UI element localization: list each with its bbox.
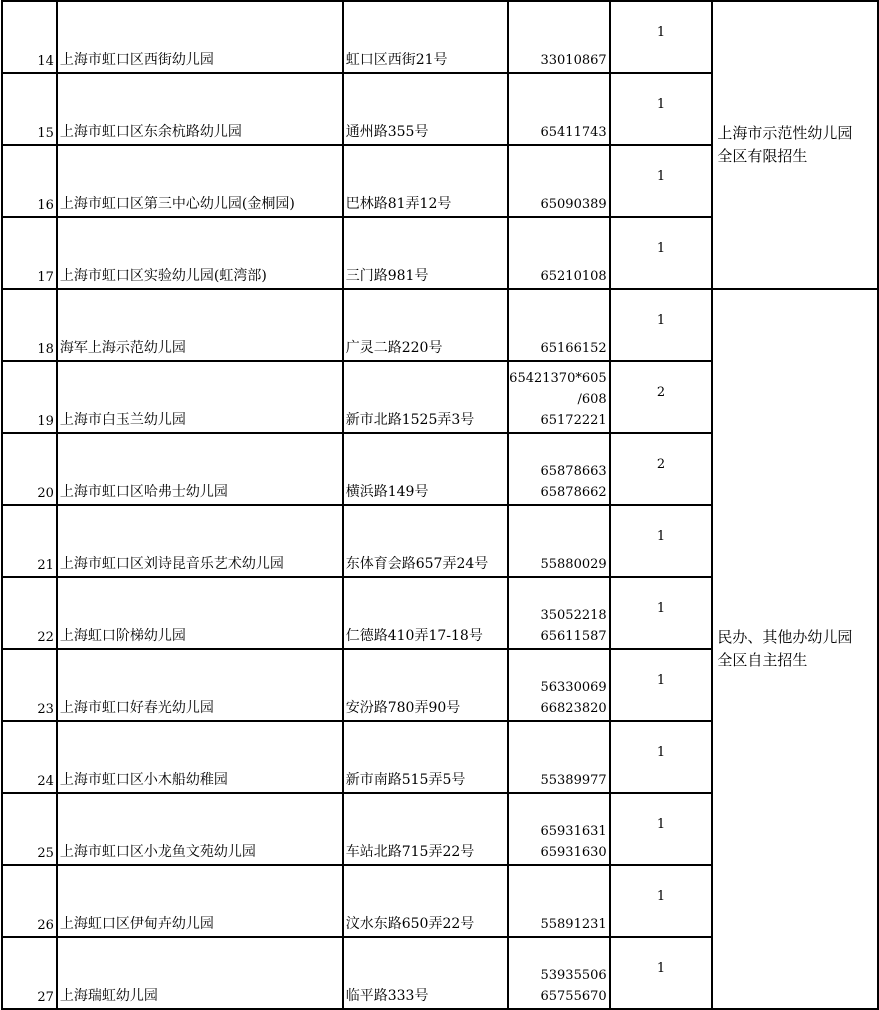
address-cell: 通州路355号 xyxy=(343,73,508,145)
quota-cell: 1 xyxy=(610,289,713,361)
phone-number: 65172221 xyxy=(540,413,607,428)
row-number-cell: 19 xyxy=(2,361,57,433)
phone-cell xyxy=(508,793,610,865)
phone-cell xyxy=(508,289,610,361)
kindergarten-name-cell: 上海虹口阶梯幼儿园 xyxy=(57,577,343,649)
phone-cell xyxy=(508,73,610,145)
row-number-cell: 21 xyxy=(2,505,57,577)
address-cell: 仁德路410弄17-18号 xyxy=(343,577,508,649)
kindergarten-name-cell: 上海市虹口区刘诗昆音乐艺术幼儿园 xyxy=(57,505,343,577)
quota-cell: 2 xyxy=(610,361,713,433)
quota-cell: 1 xyxy=(610,937,713,1009)
phone-number: 55880029 xyxy=(540,557,607,572)
phone-number: 33010867 xyxy=(540,53,607,68)
phone-cell xyxy=(508,721,610,793)
row-number-cell: 23 xyxy=(2,649,57,721)
kindergarten-name-cell: 上海市虹口区小龙鱼文苑幼儿园 xyxy=(57,793,343,865)
phone-number: 65421370*605 xyxy=(509,371,607,386)
phone-cell xyxy=(508,361,610,433)
address-cell: 新市南路515弄5号 xyxy=(343,721,508,793)
quota-cell: 1 xyxy=(610,217,713,289)
quota-cell: 1 xyxy=(610,793,713,865)
row-number-cell: 25 xyxy=(2,793,57,865)
kindergarten-name-cell: 上海瑞虹幼儿园 xyxy=(57,937,343,1009)
phone-cell xyxy=(508,433,610,505)
table-row xyxy=(2,289,878,361)
address-cell: 巴林路81弄12号 xyxy=(343,145,508,217)
phone-number: 56330069 xyxy=(540,680,607,695)
address-cell: 安汾路780弄90号 xyxy=(343,649,508,721)
phone-number: 65931630 xyxy=(540,845,607,860)
kindergarten-name-cell: 上海市白玉兰幼儿园 xyxy=(57,361,343,433)
quota-cell: 1 xyxy=(610,649,713,721)
phone-cell xyxy=(508,505,610,577)
phone-number: 55389977 xyxy=(540,773,607,788)
phone-cell xyxy=(508,937,610,1009)
kindergarten-name-cell: 上海市虹口区西街幼儿园 xyxy=(57,1,343,73)
enrollment-note-line: 上海市示范性幼儿园 xyxy=(717,124,853,142)
quota-cell: 1 xyxy=(610,865,713,937)
address-cell: 新市北路1525弄3号 xyxy=(343,361,508,433)
quota-cell: 1 xyxy=(610,145,713,217)
phone-number: 65090389 xyxy=(540,197,607,212)
row-number-cell: 20 xyxy=(2,433,57,505)
phone-cell xyxy=(508,649,610,721)
address-cell: 虹口区西街21号 xyxy=(343,1,508,73)
quota-cell: 1 xyxy=(610,721,713,793)
row-number-cell: 24 xyxy=(2,721,57,793)
phone-number: 65755670 xyxy=(540,989,607,1004)
enrollment-note-line: 全区自主招生 xyxy=(717,651,808,669)
phone-number: 65878662 xyxy=(540,485,607,500)
enrollment-note-cell xyxy=(712,289,878,1009)
quota-cell: 1 xyxy=(610,1,713,73)
phone-number: 65166152 xyxy=(540,341,607,356)
kindergarten-name-cell: 上海市虹口区小木船幼稚园 xyxy=(57,721,343,793)
kindergarten-name-cell: 上海市虹口区实验幼儿园(虹湾部) xyxy=(57,217,343,289)
address-cell: 横浜路149号 xyxy=(343,433,508,505)
kindergarten-name-cell: 上海市虹口好春光幼儿园 xyxy=(57,649,343,721)
phone-number: /608 xyxy=(577,392,607,407)
phone-number: 53935506 xyxy=(540,968,607,983)
phone-number: 65411743 xyxy=(540,125,607,140)
kindergarten-name-cell: 上海市虹口区东余杭路幼儿园 xyxy=(57,73,343,145)
row-number-cell: 15 xyxy=(2,73,57,145)
row-number-cell: 22 xyxy=(2,577,57,649)
row-number-cell: 26 xyxy=(2,865,57,937)
row-number-cell: 18 xyxy=(2,289,57,361)
address-cell: 汶水东路650弄22号 xyxy=(343,865,508,937)
phone-cell xyxy=(508,865,610,937)
phone-cell xyxy=(508,217,610,289)
kindergarten-name-cell: 上海市虹口区哈弗士幼儿园 xyxy=(57,433,343,505)
quota-cell: 1 xyxy=(610,505,713,577)
phone-number: 65931631 xyxy=(540,824,607,839)
quota-cell: 1 xyxy=(610,73,713,145)
phone-cell xyxy=(508,145,610,217)
phone-number: 35052218 xyxy=(540,608,607,623)
phone-number: 65878663 xyxy=(540,464,607,479)
phone-number: 65611587 xyxy=(540,629,607,644)
enrollment-note-cell xyxy=(712,1,878,289)
enrollment-note-line: 民办、其他办幼儿园 xyxy=(717,628,853,646)
phone-number: 55891231 xyxy=(540,917,607,932)
phone-number: 66823820 xyxy=(540,701,607,716)
row-number-cell: 16 xyxy=(2,145,57,217)
address-cell: 三门路981号 xyxy=(343,217,508,289)
address-cell: 车站北路715弄22号 xyxy=(343,793,508,865)
row-number-cell: 14 xyxy=(2,1,57,73)
kindergarten-name-cell: 上海市虹口区第三中心幼儿园(金桐园) xyxy=(57,145,343,217)
address-cell: 东体育会路657弄24号 xyxy=(343,505,508,577)
phone-cell xyxy=(508,1,610,73)
phone-number: 65210108 xyxy=(540,269,607,284)
row-number-cell: 27 xyxy=(2,937,57,1009)
quota-cell: 2 xyxy=(610,433,713,505)
table-row xyxy=(2,1,878,73)
row-number-cell: 17 xyxy=(2,217,57,289)
phone-cell xyxy=(508,577,610,649)
address-cell: 临平路333号 xyxy=(343,937,508,1009)
address-cell: 广灵二路220号 xyxy=(343,289,508,361)
kindergarten-name-cell: 海军上海示范幼儿园 xyxy=(57,289,343,361)
kindergarten-name-cell: 上海虹口区伊甸卉幼儿园 xyxy=(57,865,343,937)
enrollment-note-line: 全区有限招生 xyxy=(717,147,808,165)
quota-cell: 1 xyxy=(610,577,713,649)
kindergarten-table xyxy=(1,0,879,1010)
